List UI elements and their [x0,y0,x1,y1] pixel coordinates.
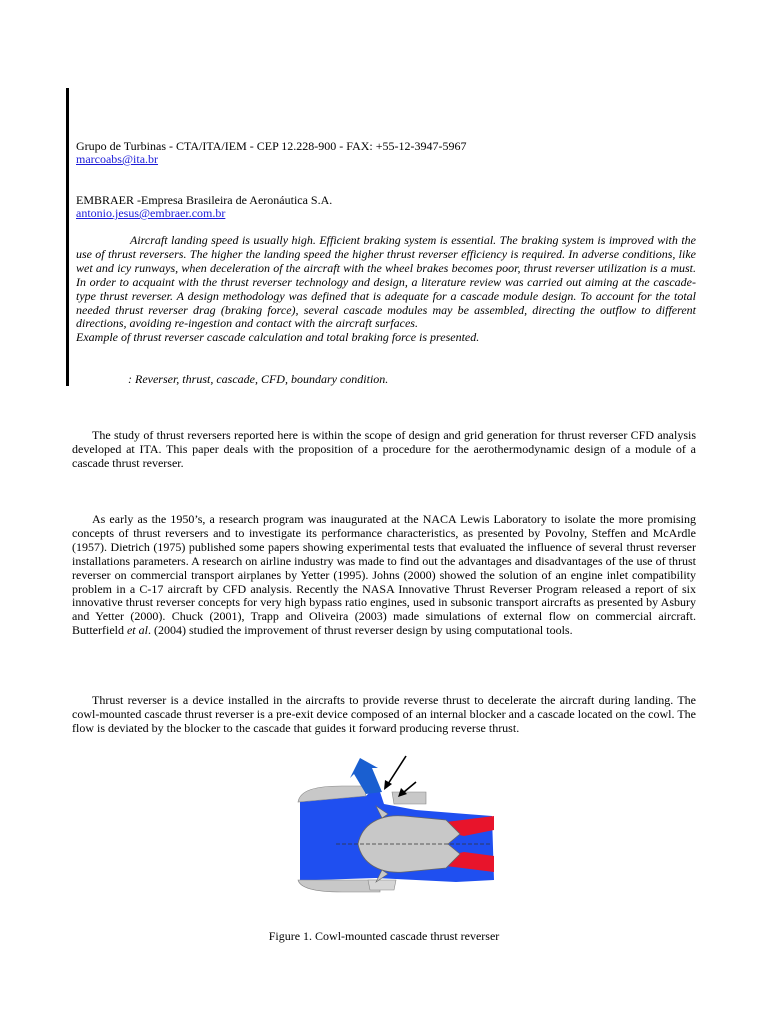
device-paragraph-text: Thrust reverser is a device installed in the aircrafts to provide reverse thrust to decelerate the aircraft during landing. The cowl-mounted cascade thrust reverser is a pre-exit device composed of an internal blocker and a cascade located on the cowl. The flow is deviated by the blocker to the cascade that guides it forward producing reverse thrust. [72,693,696,735]
affiliation-1 [76,140,467,166]
pointer-arrow-2 [404,782,416,792]
upper-aft-cowl [392,792,426,804]
affiliation-2 [76,194,332,220]
thrust-reverser-figure [296,752,496,898]
literature-paragraph-tail: . (2004) studied the improvement of thrust reverser design by using computational tools. [147,623,573,638]
abstract-body: Aircraft landing speed is usually high. Efficient braking system is essential. The braking system is improved with the use of thrust reversers. The higher the landing speed the higher thrust reverser efficiency is required. In adverse conditions, like wet and icy runways, when deceleration of the aircraft with the wheel brakes becomes poor, thrust reverser utilization is a must. In order to acquaint with the thrust reverser technology and design, a literature review was carried out aiming at the cascade-type thrust reverser. A design methodology was defined that is adequate for a cascade module design. To account for the total needed thrust reverser drag (braking force), several cascade modules may be assembled, directing the outflow to different directions, avoiding re-ingestion and contact with the aircraft surfaces. [76,233,696,331]
affiliation-1-text: Grupo de Turbinas - CTA/ITA/IEM - CEP 12.228-900 - FAX: +55-12-3947-5967 [76,139,467,153]
intro-paragraph-text: The study of thrust reversers reported here is within the scope of design and grid generation for thrust reverser CFD analysis developed at ITA. This paper deals with the proposition of a procedure for the aerothermodynamic design of a module of a cascade thrust reverser. [72,428,696,470]
literature-paragraph-text: As early as the 1950’s, a research program was inaugurated at the NACA Lewis Laboratory to isolate the more promising concepts of thrust reversers and to investigate its performance characteristics, as presented by Povolny, Steffen and McArdle (1957). Dietrich (1975) published some papers showing experimental tests that evaluated the influence of several thrust reverser installations parameters. A research on airline industry was made to find out the advantages and disadvantages of the use of thrust reverser on commercial transport airplanes by Yetter (1995). Johns (2000) showed the solution of an engine inlet compatibility problem in a C-17 aircraft by CFD analysis. Recently the NASA Innovative Thrust Reverser Program released a report of six innovative thrust reverser concepts for very high bypass ratio engines, used in subsonic transport aircrafts as presented by Asbury and Yetter (2000). Chuck (2001), Trapp and Oliveira (2003) made simulations of external flow on commercial aircraft. Butterfield [72,512,696,638]
affiliation-2-email[interactable]: antonio.jesus@embraer.com.br [76,206,226,220]
affiliation-1-email[interactable]: marcoabs@ita.br [76,152,159,166]
abstract-closing: Example of thrust reverser cascade calculation and total braking force is presented. [76,330,480,345]
affiliation-2-text: EMBRAER -Empresa Brasileira de Aeronáutica S.A. [76,193,333,207]
figure-caption: Figure 1. Cowl-mounted cascade thrust reverser [268,929,500,943]
abstract-side-rule [66,88,69,386]
abstract [76,234,696,345]
keywords: : Reverser, thrust, cascade, CFD, boundary condition. [128,372,389,386]
intro-paragraph [72,429,696,471]
literature-paragraph [72,513,696,638]
pointer-arrow-1 [388,756,406,784]
et-al-italic: et al [126,623,148,638]
lower-aft-cowl [368,880,396,890]
pointer-arrow-1-head [384,780,392,790]
device-paragraph [72,694,696,736]
lower-nacelle [298,880,380,892]
